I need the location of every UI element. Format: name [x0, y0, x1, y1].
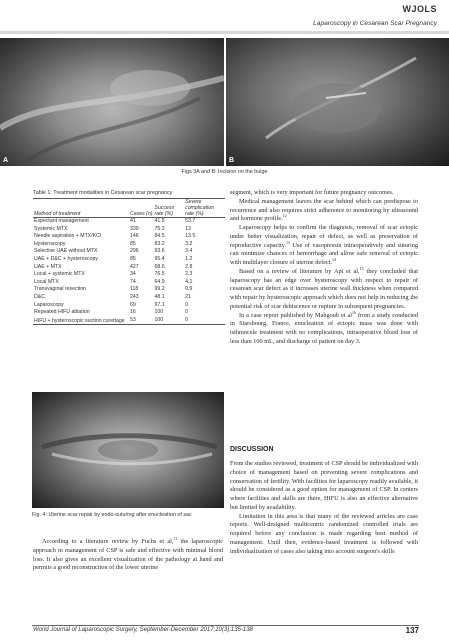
page-number: 137 — [405, 626, 419, 635]
table-cell: Transvaginal resection — [34, 286, 86, 293]
table-cell: Local MTX — [34, 278, 59, 285]
table-cell: HIFU + hysteroscopic suction curettage — [34, 317, 125, 324]
figure-3b-texture — [226, 38, 449, 166]
table-cell: 95.4 — [154, 255, 165, 262]
table-1 — [33, 198, 225, 325]
discussion-heading: DISCUSSION — [230, 446, 274, 453]
table-cell: 41 — [130, 218, 136, 224]
figure-3b-label: B — [229, 157, 235, 164]
table-1-caption: Table 1: Treatment modalities in Cesarean scar pregnancy — [33, 190, 173, 196]
table-cell: 339 — [130, 225, 139, 232]
table-cell: Systemic MTX — [34, 225, 68, 232]
table-cell: Repeated HIFU ablation — [34, 309, 90, 316]
table-cell: 296 — [130, 248, 139, 255]
table-cell: 64.9 — [154, 278, 165, 285]
figure-3-caption: Figs 3A and B: Incision on the bulge — [181, 169, 268, 175]
journal-logo: WJOLS — [402, 4, 437, 14]
table-1-header-cases: Cases (n) — [130, 211, 153, 217]
table-cell: 53.7 — [185, 218, 196, 224]
table-cell: 99.2 — [154, 286, 165, 293]
table-row — [33, 233, 225, 241]
right-column-body — [230, 189, 418, 347]
table-cell: 4.1 — [185, 278, 193, 285]
table-row — [33, 248, 225, 256]
table-cell: 427 — [130, 263, 139, 270]
table-cell: 21 — [185, 293, 191, 300]
table-cell: 13.5 — [185, 233, 196, 240]
table-cell: 85 — [130, 255, 136, 262]
table-row — [33, 256, 225, 264]
table-cell: Expectant management — [34, 218, 89, 224]
table-cell: 3.2 — [185, 240, 193, 247]
table-cell: 68.6 — [154, 263, 165, 270]
table-cell: 3.4 — [185, 248, 193, 255]
table-row — [33, 218, 225, 226]
footer-citation: World Journal of Laparoscopic Surgery, September-December 2017;10(3):135-138 — [33, 627, 253, 633]
table-cell: Hysteroscopy — [34, 240, 66, 247]
table-row — [33, 302, 225, 310]
right-paragraph-1: segment, which is very important for future pregnancy outcomes. — [230, 189, 394, 196]
table-cell: 100 — [154, 309, 164, 316]
table-cell: Local + systemic MTX — [34, 271, 85, 278]
table-cell: 100 — [154, 316, 164, 323]
header-rule — [0, 31, 449, 34]
right-column-discussion — [230, 460, 418, 556]
table-row — [33, 309, 225, 317]
table-cell: 16 — [130, 309, 136, 316]
figure-4-photo — [32, 392, 224, 508]
table-1-header-row — [33, 199, 225, 218]
figure-4-texture — [32, 392, 224, 508]
left-paragraph-1: According to a literature review by Fuchs et al,$^{11}$ the laparoscopic approach in management of CSP is safe and effective with minimal blood loss. It also gives an excellent visualization of the pathology at hand and permits a good reconstruction of the lower uterine — [33, 535, 223, 572]
table-row — [33, 264, 225, 272]
table-cell: 48.1 — [154, 293, 165, 300]
right-paragraph-3: Laparoscopy helps to confirm the diagnosis, removal of scar ectopic under better visualization, repair of defect, as well as preservation of reproductive capacity.$^{13}$ Use of vasopressin intraoperatively and suturing can minimize chances of hemorrhage and allow safe removal of ectopic with multilayer closure of uterine defect.$^{14}$ — [230, 224, 418, 266]
table-row — [33, 286, 225, 294]
table-cell: UAE + D&C + hysteroscopy — [34, 255, 99, 262]
table-row — [33, 279, 225, 287]
figure-3b-photo — [226, 38, 449, 166]
table-row — [33, 226, 225, 234]
table-cell: 75.2 — [154, 225, 165, 232]
figure-3a-photo — [0, 38, 224, 166]
figure-3a-texture — [0, 38, 224, 166]
table-row — [33, 294, 225, 302]
right-paragraph-7: Limitation in this area is that many of the reviewed articles are case reports. Well-designed multicentric randomized controlled trials are required before any conclusion is made regarding best method of management. Until then, evidence-based treatment is followed with individualization of cases also taking into account surgeon's skills — [230, 512, 418, 555]
table-1-header-method: Method of treatment — [34, 211, 81, 217]
table-row — [33, 271, 225, 279]
table-cell: 13 — [185, 225, 191, 232]
table-cell: 1.2 — [185, 255, 193, 262]
table-cell: 118 — [130, 286, 139, 293]
table-1-header-complication: Severe complication rate (%) — [185, 199, 214, 217]
table-cell: 74 — [130, 278, 136, 285]
table-cell: 0 — [185, 309, 189, 316]
table-row — [33, 241, 225, 249]
table-cell: 84.5 — [154, 233, 165, 240]
table-cell: 243 — [130, 293, 139, 300]
running-head: Laparoscopy in Cesarean Scar Pregnancy — [313, 20, 437, 27]
table-cell: 69 — [130, 301, 136, 308]
footer-rule — [32, 625, 419, 626]
table-cell: 85 — [130, 240, 136, 247]
table-cell: 76.5 — [154, 271, 165, 278]
table-cell: 53 — [130, 316, 136, 323]
table-cell: 41.5 — [154, 218, 165, 224]
table-cell: 0 — [185, 301, 189, 308]
table-cell: Selective UAE without MTX — [34, 248, 98, 255]
table-cell: UAE + MTX — [34, 263, 62, 270]
table-cell: 0.9 — [185, 286, 193, 293]
table-cell: 2.8 — [185, 263, 193, 270]
table-cell: 34 — [130, 271, 136, 278]
table-cell: 97.1 — [154, 301, 165, 308]
table-cell: Needle aspiration + MTX/KCl — [34, 233, 102, 240]
table-cell: Laparoscopy — [34, 301, 64, 308]
table-1-header-success: Success rate (%) — [154, 205, 175, 217]
figure-3a-label: A — [3, 157, 9, 164]
right-paragraph-6: From the studies reviewed, treatment of CSP should be individualized with choice of management based on preventing severe complications and conservation of fertility. With facilities for laparoscopy readily available, it should be considered as a good option for management of CSP. In centers where facilities and skills are there, HIFU is also an effective alternative but limited by availability. — [230, 460, 418, 511]
figure-4-caption: Fig. 4: Uterine scar repair by endo-suturing after enucleation of sac — [32, 512, 192, 518]
table-cell: 2.3 — [185, 271, 193, 278]
table-cell: 146 — [130, 233, 139, 240]
left-column-body — [33, 535, 223, 573]
right-paragraph-5: In a case report published by Mahgoub et $al^{16}$ from a study conducted in Starsbourg, France, enucleation of ectopic mass was done with isthmocele treatment with no complications, intraoperative blood loss of less than 100 mL, and discharge of patient on day 3. — [230, 309, 418, 345]
table-cell: D&C — [34, 293, 45, 300]
right-paragraph-4: Based on a review of literature by Api et al,$^{15}$ they concluded that laparoscopy has an edge over hysteroscopy with respect to repair of cesarean scar defect as it increases uterine wall thickness when compared with repair by hysteroscopic approach which does not help in reducing the potential risk of scar dehiscence or rupture in subsequent pregnancies. — [230, 265, 418, 310]
table-cell: 83.2 — [154, 240, 165, 247]
right-paragraph-2: Medical management leaves the scar behind which can predispose to recurrence and also requires strict adherence to monitoring by ultrasound and hormone profile.$^{12}$ — [230, 197, 418, 223]
table-cell: 93.6 — [154, 248, 165, 255]
table-row — [33, 317, 225, 325]
table-cell: 0 — [185, 316, 189, 323]
